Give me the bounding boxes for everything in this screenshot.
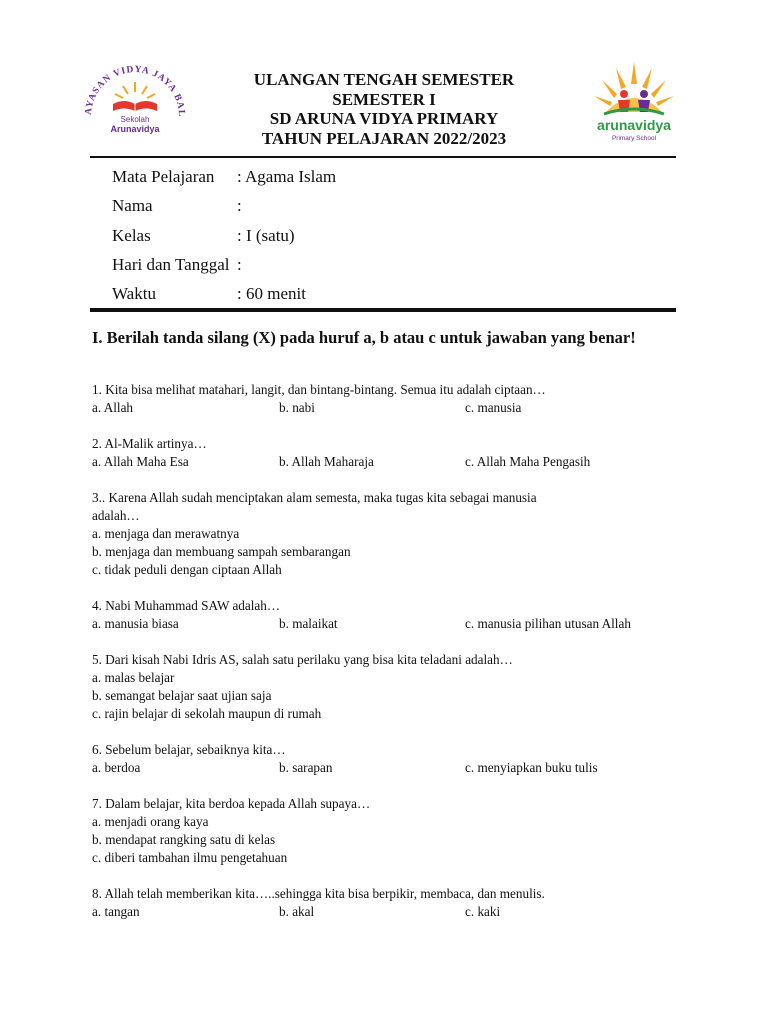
answer-option: b. semangat belajar saat ujian saja <box>92 688 272 703</box>
answer-option: a. menjaga dan merawatnya <box>92 526 240 541</box>
answer-options <box>92 453 682 471</box>
question-text: 2. Al-Malik artinya… <box>92 436 207 451</box>
info-label: Hari dan Tanggal <box>112 254 230 274</box>
answer-option: c. menyiapkan buku tulis <box>465 760 598 775</box>
question-item <box>92 885 682 921</box>
answer-options <box>92 615 682 633</box>
question-text: 7. Dalam belajar, kita berdoa kepada Allah supaya… <box>92 796 371 811</box>
question-item <box>92 489 682 579</box>
info-value: : I (satu) <box>237 225 295 245</box>
answer-option: c. rajin belajar di sekolah maupun di rumah <box>92 706 322 721</box>
answer-options <box>92 903 682 921</box>
info-label: Nama <box>112 196 153 216</box>
info-label: Mata Pelajaran <box>112 167 215 186</box>
question-item <box>92 651 682 723</box>
svg-text:Arunavidya: Arunavidya <box>110 124 160 134</box>
answer-option: b. mendapat rangking satu di kelas <box>92 832 276 847</box>
info-divider <box>90 308 676 312</box>
info-value: : Agama Islam <box>237 167 337 186</box>
answer-option: c. tidak peduli dengan ciptaan Allah <box>92 562 282 577</box>
question-item <box>92 381 682 417</box>
question-text: 5. Dari kisah Nabi Idris AS, salah satu perilaku yang bisa kita teladani adalah… <box>92 652 513 667</box>
header-divider <box>90 156 676 158</box>
school-foundation-logo <box>83 56 187 144</box>
answer-option: a. tangan <box>92 904 140 919</box>
question-item <box>92 435 682 471</box>
answer-option: c. kaki <box>465 904 501 919</box>
title-line: SEMESTER I <box>332 89 436 109</box>
answer-option: b. Allah Maharaja <box>279 454 374 469</box>
info-value: : <box>237 254 242 274</box>
section-heading: I. Berilah tanda silang (X) pada huruf a, b atau c untuk jawaban yang benar! <box>92 328 636 347</box>
title-line: ULANGAN TENGAH SEMESTER <box>253 70 515 89</box>
question-text: 4. Nabi Muhammad SAW adalah… <box>92 598 281 613</box>
question-list <box>92 381 682 939</box>
answer-option: b. sarapan <box>279 760 333 775</box>
answer-option: c. manusia pilihan utusan Allah <box>465 616 631 631</box>
question-item <box>92 741 682 777</box>
info-value: : 60 menit <box>237 284 306 304</box>
answer-option: a. manusia biasa <box>92 616 179 631</box>
svg-text:Sekolah: Sekolah <box>120 115 150 124</box>
answer-option: a. menjadi orang kaya <box>92 814 209 829</box>
question-text: 1. Kita bisa melihat matahari, langit, dan bintang-bintang. Semua itu adalah ciptaan… <box>92 382 546 397</box>
title-line: SD ARUNA VIDYA PRIMARY <box>269 109 499 128</box>
question-item <box>92 597 682 633</box>
answer-option: b. menjaga dan membuang sampah sembarangan <box>92 544 351 559</box>
question-item <box>92 795 682 867</box>
question-text: 8. Allah telah memberikan kita…..sehingga kita bisa berpikir, membaca, dan menulis. <box>92 886 545 901</box>
title-line: TAHUN PELAJARAN 2022/2023 <box>261 128 507 148</box>
question-text: 3.. Karena Allah sudah menciptakan alam semesta, maka tugas kita sebagai manusia adalah… <box>92 490 537 523</box>
info-label: Waktu <box>112 284 156 304</box>
svg-text:Primary School: Primary School <box>611 135 657 142</box>
answer-options <box>92 399 682 417</box>
answer-option: a. malas belajar <box>92 670 175 685</box>
info-value: : <box>237 196 242 216</box>
answer-option: c. Allah Maha Pengasih <box>465 454 591 469</box>
answer-option: c. diberi tambahan ilmu pengetahuan <box>92 850 288 865</box>
answer-option: b. malaikat <box>279 616 338 631</box>
answer-option: a. Allah <box>92 400 134 415</box>
exam-title-block <box>200 70 568 148</box>
answer-option: c. manusia <box>465 400 522 415</box>
answer-option: b. akal <box>279 904 315 919</box>
svg-text:arunavidya: arunavidya <box>597 117 671 133</box>
question-text: 6. Sebelum belajar, sebaiknya kita… <box>92 742 286 757</box>
svg-text:YAYASAN VIDYA JAYA BALI: AYASAN VIDYA JAYA BAL <box>83 64 187 118</box>
answer-options <box>92 759 682 777</box>
answer-option: b. nabi <box>279 400 315 415</box>
arunavidya-primary-logo <box>580 54 688 146</box>
answer-option: a. Allah Maha Esa <box>92 454 189 469</box>
info-label: Kelas <box>112 225 151 245</box>
answer-option: a. berdoa <box>92 760 141 775</box>
